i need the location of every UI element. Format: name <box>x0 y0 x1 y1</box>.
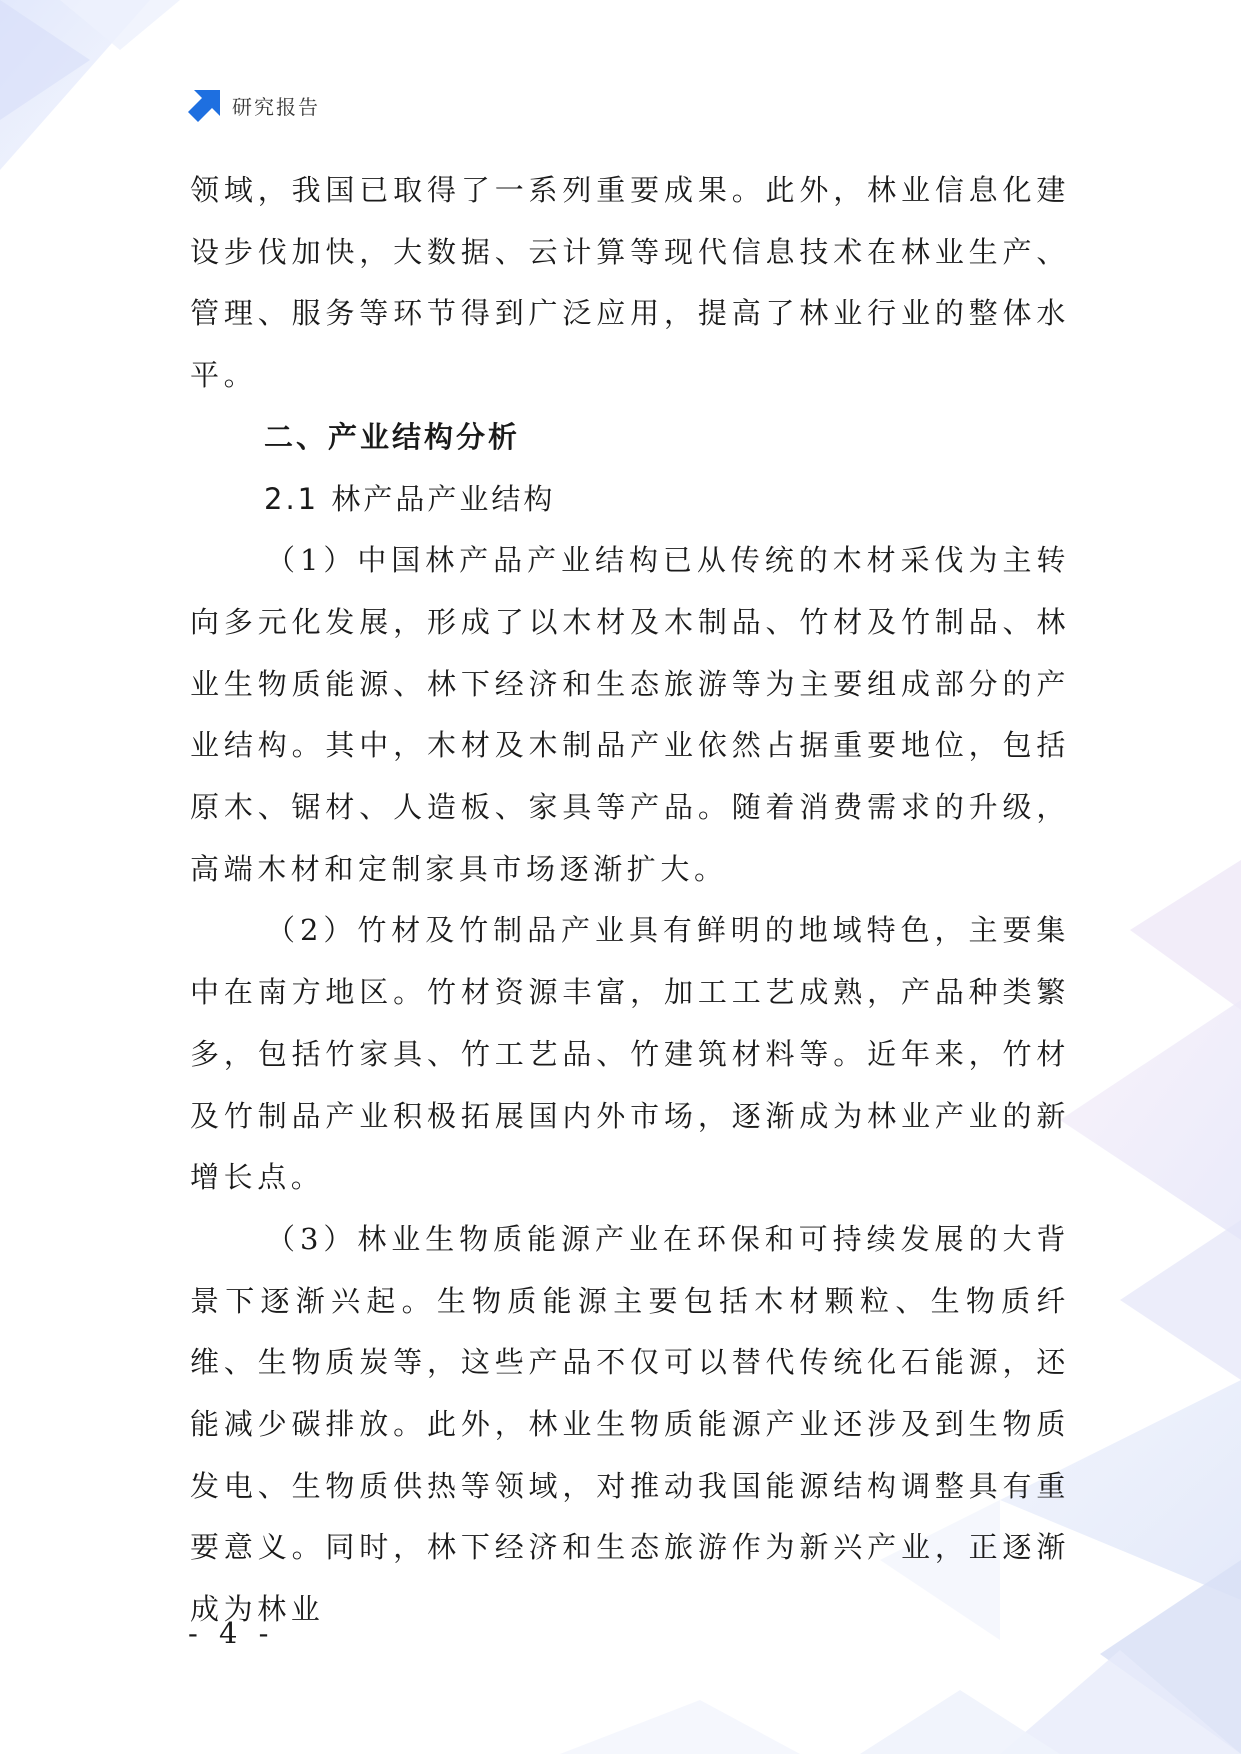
header-title: 研究报告 <box>232 94 320 119</box>
arrow-logo-icon <box>188 88 222 122</box>
paragraph-1: （1）中国林产品产业结构已从传统的木材采伐为主转向多元化发展，形成了以木材及木制品、竹材及竹制品、林业生物质能源、林下经济和生态旅游等为主要组成部分的产业结构。其中，木材及木制品产业依然占据重要地位，包括原木、锯材、人造板、家具等产品。随着消费需求的升级，高端木材和定制家具市场逐渐扩大。 <box>190 543 1070 886</box>
document-header <box>188 88 320 122</box>
page-number: - 4 - <box>188 1616 275 1650</box>
paragraph-2: （2）竹材及竹制品产业具有鲜明的地域特色，主要集中在南方地区。竹材资源丰富，加工工艺成熟，产品种类繁多，包括竹家具、竹工艺品、竹建筑材料等。近年来，竹材及竹制品产业积极拓展国内外市场，逐渐成为林业产业的新增长点。 <box>190 913 1070 1195</box>
document-body <box>190 160 1070 1641</box>
paragraph-3: （3）林业生物质能源产业在环保和可持续发展的大背景下逐渐兴起。生物质能源主要包括木材颗粒、生物质纤维、生物质炭等，这些产品不仅可以替代传统化石能源，还能减少碳排放。此外，林业生物质能源产业还涉及到生物质发电、生物质供热等领域，对推动我国能源结构调整具有重要意义。同时，林下经济和生态旅游作为新兴产业，正逐渐成为林业 <box>190 1221 1070 1627</box>
subsection-heading: 2.1 林产品产业结构 <box>264 481 556 516</box>
section-heading: 二、产业结构分析 <box>264 419 521 454</box>
paragraph-continued: 领域，我国已取得了一系列重要成果。此外，林业信息化建设步伐加快，大数据、云计算等现代信息技术在林业生产、管理、服务等环节得到广泛应用，提高了林业行业的整体水平。 <box>190 173 1070 393</box>
